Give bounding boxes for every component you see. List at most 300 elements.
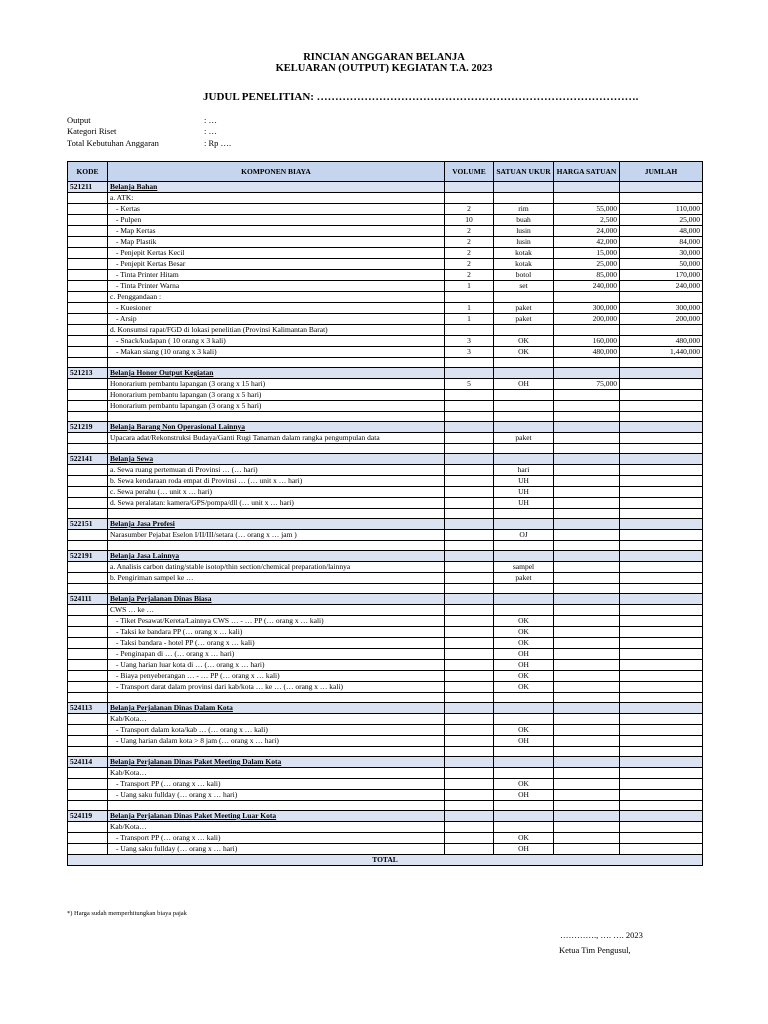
row-jumlah [620,747,703,757]
row-harga [554,801,620,811]
row-satuan [494,368,554,379]
row-jumlah: 30,000 [620,248,703,259]
table-row [68,714,703,725]
row-komponen: Belanja Barang Non Operasional Lainnya [108,422,445,433]
row-volume [445,193,494,204]
table-row [68,725,703,736]
row-satuan [494,401,554,412]
row-jumlah [620,401,703,412]
table-row [68,790,703,801]
row-volume [445,444,494,454]
row-harga [554,476,620,487]
signature-role: Ketua Tim Pengusul, [559,945,631,955]
row-satuan: OK [494,638,554,649]
row-harga [554,487,620,498]
row-komponen: CWS … ke … [108,605,445,616]
row-harga [554,660,620,671]
row-jumlah [620,519,703,530]
row-satuan [494,768,554,779]
row-komponen: - Tinta Printer Hitam [108,270,445,281]
row-satuan: set [494,281,554,292]
row-harga: 75,000 [554,379,620,390]
row-kode [68,725,108,736]
table-code-row [68,703,703,714]
row-satuan [494,292,554,303]
row-harga [554,444,620,454]
row-kode [68,358,108,368]
row-komponen: - Transport PP (… orang x … kali) [108,833,445,844]
row-harga [554,422,620,433]
row-komponen: - Penjepit Kertas Besar [108,259,445,270]
total-label: TOTAL [68,855,703,866]
table-row [68,270,703,281]
table-row [68,281,703,292]
row-komponen: - Penjepit Kertas Kecil [108,248,445,259]
row-harga [554,714,620,725]
row-kode [68,660,108,671]
row-harga [554,562,620,573]
row-komponen [108,747,445,757]
row-volume [445,584,494,594]
row-satuan: kotak [494,248,554,259]
row-harga: 42,000 [554,237,620,248]
row-volume [445,292,494,303]
row-jumlah [620,454,703,465]
table-row [68,605,703,616]
table-spacer-row [68,412,703,422]
row-jumlah [620,182,703,193]
row-jumlah [620,412,703,422]
row-komponen: b. Pengiriman sampel ke … [108,573,445,584]
row-komponen: Upacara adat/Rekonstruksi Budaya/Ganti Rugi Tanaman dalam rangka pengumpulan data [108,433,445,444]
row-komponen: - Biaya penyeberangan … - … PP (… orang x … kali) [108,671,445,682]
row-harga [554,454,620,465]
row-volume [445,325,494,336]
row-volume: 2 [445,226,494,237]
table-row [68,768,703,779]
row-satuan: OK [494,682,554,693]
row-harga [554,822,620,833]
table-row [68,325,703,336]
row-kode [68,844,108,855]
table-row [68,347,703,358]
row-satuan: UH [494,476,554,487]
row-jumlah: 480,000 [620,336,703,347]
row-volume [445,594,494,605]
row-komponen: - Makan siang (10 orang x 3 kali) [108,347,445,358]
row-harga: 160,000 [554,336,620,347]
row-jumlah: 1,440,000 [620,347,703,358]
row-harga: 300,000 [554,303,620,314]
row-volume [445,509,494,519]
row-komponen: - Taksi bandara - hotel PP (… orang x … kali) [108,638,445,649]
row-kode [68,412,108,422]
table-row [68,215,703,226]
row-volume [445,616,494,627]
row-kode [68,573,108,584]
row-volume [445,412,494,422]
header-kode: KODE [68,162,108,182]
row-jumlah [620,444,703,454]
row-satuan [494,811,554,822]
table-code-row [68,368,703,379]
row-kode [68,433,108,444]
row-kode [68,237,108,248]
row-komponen: Kab/Kota… [108,714,445,725]
meta-output [67,115,217,125]
row-satuan: OH [494,736,554,747]
row-jumlah [620,368,703,379]
table-spacer-row [68,693,703,703]
row-jumlah [620,801,703,811]
table-row [68,616,703,627]
row-volume [445,530,494,541]
row-satuan: OH [494,660,554,671]
row-kode [68,801,108,811]
row-jumlah: 84,000 [620,237,703,248]
row-harga: 2,500 [554,215,620,226]
row-kode [68,314,108,325]
row-kode [68,671,108,682]
row-harga [554,530,620,541]
row-komponen [108,693,445,703]
row-jumlah [620,605,703,616]
table-row [68,336,703,347]
row-kode [68,390,108,401]
row-satuan: sampel [494,562,554,573]
row-kode [68,779,108,790]
row-satuan [494,444,554,454]
row-komponen [108,801,445,811]
table-row [68,292,703,303]
row-satuan: UH [494,487,554,498]
row-komponen: - Map Plastik [108,237,445,248]
row-jumlah [620,693,703,703]
row-satuan [494,551,554,562]
table-row [68,844,703,855]
row-komponen: - Kuesioner [108,303,445,314]
row-harga [554,671,620,682]
row-harga [554,573,620,584]
row-harga [554,790,620,801]
row-volume [445,833,494,844]
row-volume [445,358,494,368]
table-row [68,649,703,660]
row-kode: 524114 [68,757,108,768]
row-komponen: c. Sewa perahu (… unit x … hari) [108,487,445,498]
row-jumlah [620,811,703,822]
row-harga [554,368,620,379]
row-jumlah [620,292,703,303]
row-kode [68,638,108,649]
row-kode [68,530,108,541]
row-kode [68,379,108,390]
row-jumlah [620,682,703,693]
row-jumlah [620,616,703,627]
row-kode [68,487,108,498]
row-harga [554,747,620,757]
row-volume [445,757,494,768]
row-volume [445,714,494,725]
table-row [68,779,703,790]
row-komponen: d. Konsumsi rapat/FGD di lokasi penelitian (Provinsi Kalimantan Barat) [108,325,445,336]
row-satuan: OH [494,790,554,801]
row-volume [445,487,494,498]
row-satuan [494,390,554,401]
row-volume: 3 [445,336,494,347]
meta-value: : … [204,126,217,136]
row-volume [445,660,494,671]
research-title: JUDUL PENELITIAN: ……………………………………………………………………………. [203,91,639,103]
row-komponen: - Uang harian dalam kota > 8 jam (… orang x … hari) [108,736,445,747]
row-volume [445,541,494,551]
row-komponen: - Snack/kudapan ( 10 orang x 3 kali) [108,336,445,347]
row-harga [554,703,620,714]
row-komponen: d. Sewa peralatan: kamera/GPS/pompa/dll (… unit x … hari) [108,498,445,509]
row-volume [445,682,494,693]
row-harga: 15,000 [554,248,620,259]
row-satuan: OJ [494,530,554,541]
row-kode: 522141 [68,454,108,465]
row-kode [68,193,108,204]
row-satuan: lusin [494,226,554,237]
row-volume [445,822,494,833]
row-harga [554,768,620,779]
row-komponen: - Penginapan di … (… orang x … hari) [108,649,445,660]
row-komponen: - Pulpen [108,215,445,226]
table-spacer-row [68,747,703,757]
row-komponen: b. Sewa kendaraan roda empat di Provinsi … (… unit x … hari) [108,476,445,487]
row-jumlah [620,725,703,736]
row-satuan [494,714,554,725]
row-harga [554,358,620,368]
row-harga [554,833,620,844]
table-row [68,736,703,747]
row-komponen: - Uang harian luar kota di … (… orang x … hari) [108,660,445,671]
row-volume [445,551,494,562]
row-jumlah [620,790,703,801]
row-jumlah [620,498,703,509]
row-satuan: OK [494,779,554,790]
meta-label: Output [67,115,91,125]
row-harga [554,844,620,855]
table-code-row [68,454,703,465]
row-komponen: Belanja Perjalanan Dinas Paket Meeting Dalam Kota [108,757,445,768]
row-harga [554,390,620,401]
row-kode: 522191 [68,551,108,562]
row-satuan [494,193,554,204]
row-volume: 1 [445,314,494,325]
row-satuan [494,412,554,422]
row-harga [554,682,620,693]
row-komponen: Kab/Kota… [108,822,445,833]
row-satuan [494,541,554,551]
row-kode [68,747,108,757]
row-jumlah [620,660,703,671]
row-satuan: OK [494,347,554,358]
budget-table [67,161,703,866]
table-row [68,390,703,401]
row-komponen: - Kertas [108,204,445,215]
row-satuan [494,454,554,465]
row-jumlah [620,822,703,833]
row-jumlah [620,584,703,594]
row-jumlah: 300,000 [620,303,703,314]
table-row [68,303,703,314]
row-jumlah [620,671,703,682]
row-volume: 1 [445,303,494,314]
row-komponen [108,412,445,422]
row-jumlah [620,390,703,401]
row-satuan [494,822,554,833]
table-code-row [68,182,703,193]
row-satuan [494,182,554,193]
row-komponen: Honorarium pembantu lapangan (3 orang x 5 hari) [108,390,445,401]
row-satuan: OH [494,649,554,660]
row-kode [68,541,108,551]
row-satuan: lusin [494,237,554,248]
row-satuan [494,509,554,519]
row-jumlah [620,703,703,714]
row-satuan: paket [494,314,554,325]
meta-total [67,138,231,148]
signature-date: …………., …. …. 2023 [560,930,643,940]
row-satuan [494,757,554,768]
row-volume [445,736,494,747]
row-harga [554,757,620,768]
row-satuan: hari [494,465,554,476]
row-satuan: paket [494,433,554,444]
row-komponen: - Uang saku fullday (… orang x … hari) [108,790,445,801]
row-harga [554,401,620,412]
row-kode [68,303,108,314]
row-kode [68,259,108,270]
row-jumlah [620,573,703,584]
footnote: *) Harga sudah memperhitungkan biaya pajak [67,910,187,917]
row-satuan: kotak [494,259,554,270]
table-row [68,638,703,649]
row-volume: 2 [445,248,494,259]
row-harga [554,182,620,193]
row-jumlah [620,541,703,551]
row-satuan: OK [494,627,554,638]
row-satuan: botol [494,270,554,281]
row-harga: 200,000 [554,314,620,325]
row-komponen [108,541,445,551]
row-volume [445,465,494,476]
row-jumlah [620,433,703,444]
row-kode [68,627,108,638]
row-satuan [494,325,554,336]
row-jumlah [620,193,703,204]
row-kode [68,465,108,476]
row-harga [554,292,620,303]
row-volume [445,368,494,379]
row-komponen [108,584,445,594]
row-kode [68,498,108,509]
row-kode [68,226,108,237]
row-komponen: a. Sewa ruang pertemuan di Provinsi … (… hari) [108,465,445,476]
row-kode: 524111 [68,594,108,605]
row-volume [445,844,494,855]
row-volume [445,768,494,779]
row-komponen: Belanja Jasa Lainnya [108,551,445,562]
table-row [68,682,703,693]
table-spacer-row [68,584,703,594]
row-volume [445,498,494,509]
table-row [68,433,703,444]
row-harga [554,693,620,703]
row-jumlah: 200,000 [620,314,703,325]
row-komponen: c. Penggandaan : [108,292,445,303]
table-row [68,204,703,215]
table-row [68,660,703,671]
table-row [68,193,703,204]
row-volume [445,390,494,401]
row-jumlah: 170,000 [620,270,703,281]
row-harga [554,649,620,660]
row-jumlah: 240,000 [620,281,703,292]
row-volume [445,703,494,714]
meta-value: : … [204,115,217,125]
meta-kategori [67,126,217,136]
row-kode [68,616,108,627]
row-satuan: OH [494,379,554,390]
row-kode [68,682,108,693]
row-volume: 2 [445,259,494,270]
row-kode [68,562,108,573]
row-komponen: - Tinta Printer Warna [108,281,445,292]
row-jumlah [620,530,703,541]
row-volume [445,182,494,193]
table-row [68,833,703,844]
row-kode: 524119 [68,811,108,822]
row-komponen: - Transport darat dalam provinsi dari kab/kota … ke … (… orang x … kali) [108,682,445,693]
table-spacer-row [68,509,703,519]
table-row [68,226,703,237]
row-komponen: - Tiket Pesawat/Kereta/Lainnya CWS … - … PP (… orang x … kali) [108,616,445,627]
row-kode: 524113 [68,703,108,714]
row-kode [68,476,108,487]
row-kode [68,401,108,412]
row-harga [554,736,620,747]
row-volume [445,476,494,487]
row-komponen: - Uang saku fullday (… orang x … hari) [108,844,445,855]
row-harga [554,412,620,422]
table-row [68,562,703,573]
row-harga [554,551,620,562]
row-jumlah [620,736,703,747]
row-jumlah [620,358,703,368]
row-satuan: OH [494,844,554,855]
table-header-row [68,162,703,182]
row-komponen: Belanja Perjalanan Dinas Paket Meeting Luar Kota [108,811,445,822]
row-volume [445,801,494,811]
row-harga [554,627,620,638]
table-code-row [68,811,703,822]
table-code-row [68,757,703,768]
header-volume: VOLUME [445,162,494,182]
row-satuan: UH [494,498,554,509]
row-komponen: Honorarium pembantu lapangan (3 orang x 15 hari) [108,379,445,390]
row-volume [445,401,494,412]
row-kode [68,204,108,215]
row-satuan [494,422,554,433]
row-satuan [494,693,554,703]
row-satuan: paket [494,573,554,584]
row-kode [68,292,108,303]
row-volume: 10 [445,215,494,226]
